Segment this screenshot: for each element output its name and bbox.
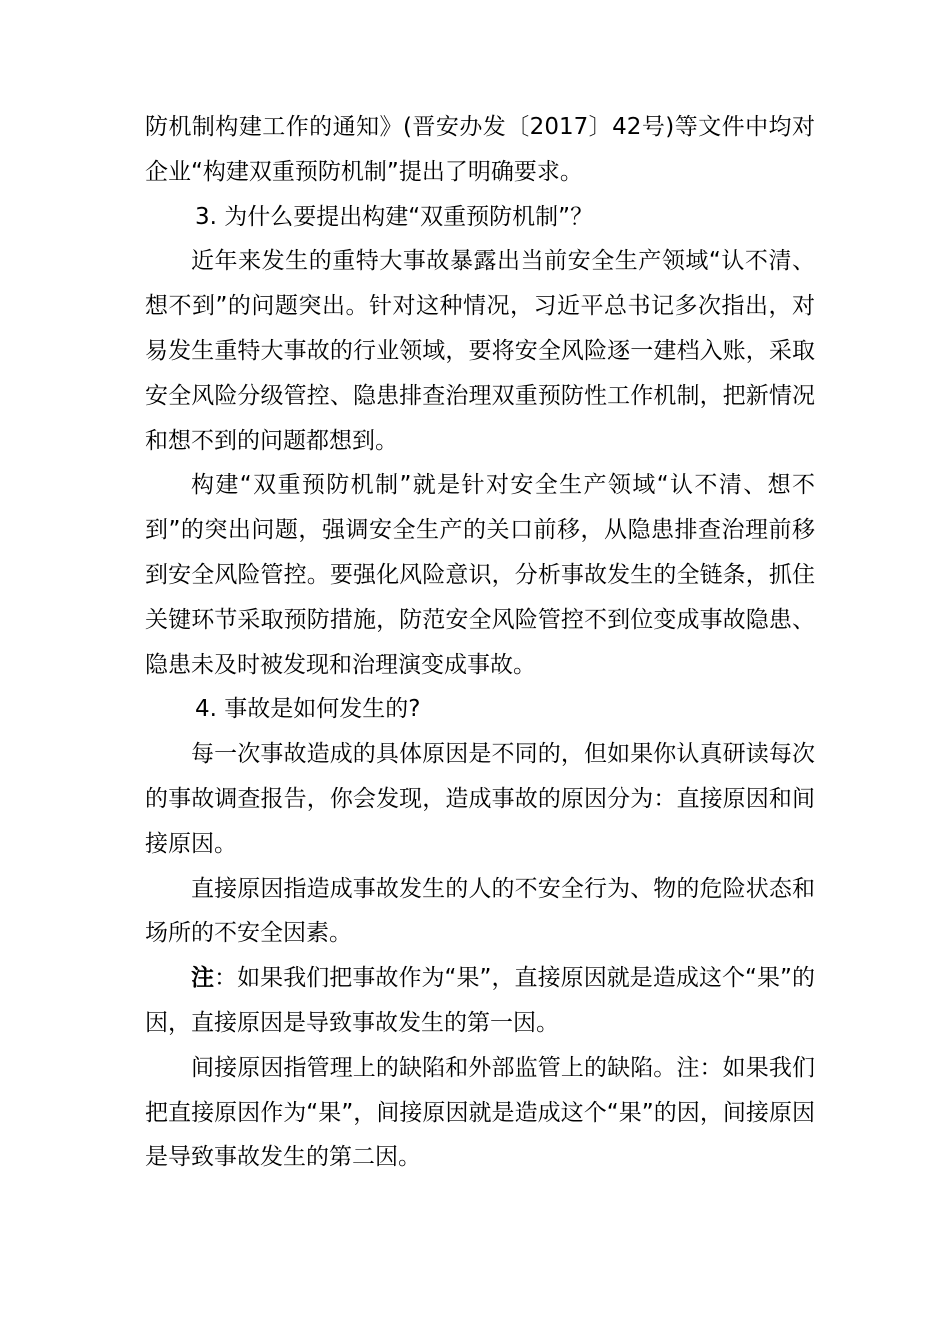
paragraph-note <box>145 956 815 1046</box>
note-label: 注 <box>191 965 215 992</box>
section-heading-4: 4. 事故是如何发生的? <box>195 696 421 723</box>
note-text: ：如果我们把事故作为“果”，直接原因就是造成这个“果”的因，直接原因是导致事故发生的第一因。 <box>145 965 816 1036</box>
paragraph-why-body-1: 近年来发生的重特大事故暴露出当前安全生产领域“认不清、想不到”的问题突出。针对这种情况，习近平总书记多次指出，对易发生重特大事故的行业领域，要将安全风险逐一建档入账，采取安全风险分级管控、隐患排查治理双重预防性工作机制，把新情况和想不到的问题都想到。 <box>145 248 815 454</box>
paragraph-causes-intro: 每一次事故造成的具体原因是不同的，但如果你认真研读每次的事故调查报告，你会发现，造成事故的原因分为：直接原因和间接原因。 <box>145 741 815 857</box>
paragraph-continuation: 防机制构建工作的通知》(晋安办发〔2017〕42号)等文件中均对企业“构建双重预防机制”提出了明确要求。 <box>145 114 815 185</box>
paragraph-direct-cause: 直接原因指造成事故发生的人的不安全行为、物的危险状态和场所的不安全因素。 <box>145 875 815 947</box>
paragraph-indirect-cause: 间接原因指管理上的缺陷和外部监管上的缺陷。注：如果我们把直接原因作为“果”，间接原因就是造成这个“果”的因，间接原因是导致事故发生的第二因。 <box>145 1054 815 1171</box>
paragraph-why-body-2: 构建“双重预防机制”就是针对安全生产领域“认不清、想不到”的突出问题，强调安全生产的关口前移，从隐患排查治理前移到安全风险管控。要强化风险意识，分析事故发生的全链条，抓住关键环节采取预防措施，防范安全风险管控不到位变成事故隐患、隐患未及时被发现和治理演变成事故。 <box>145 472 815 678</box>
section-heading-3: 3. 为什么要提出构建“双重预防机制”？ <box>195 203 594 230</box>
document-body <box>145 105 815 1180</box>
